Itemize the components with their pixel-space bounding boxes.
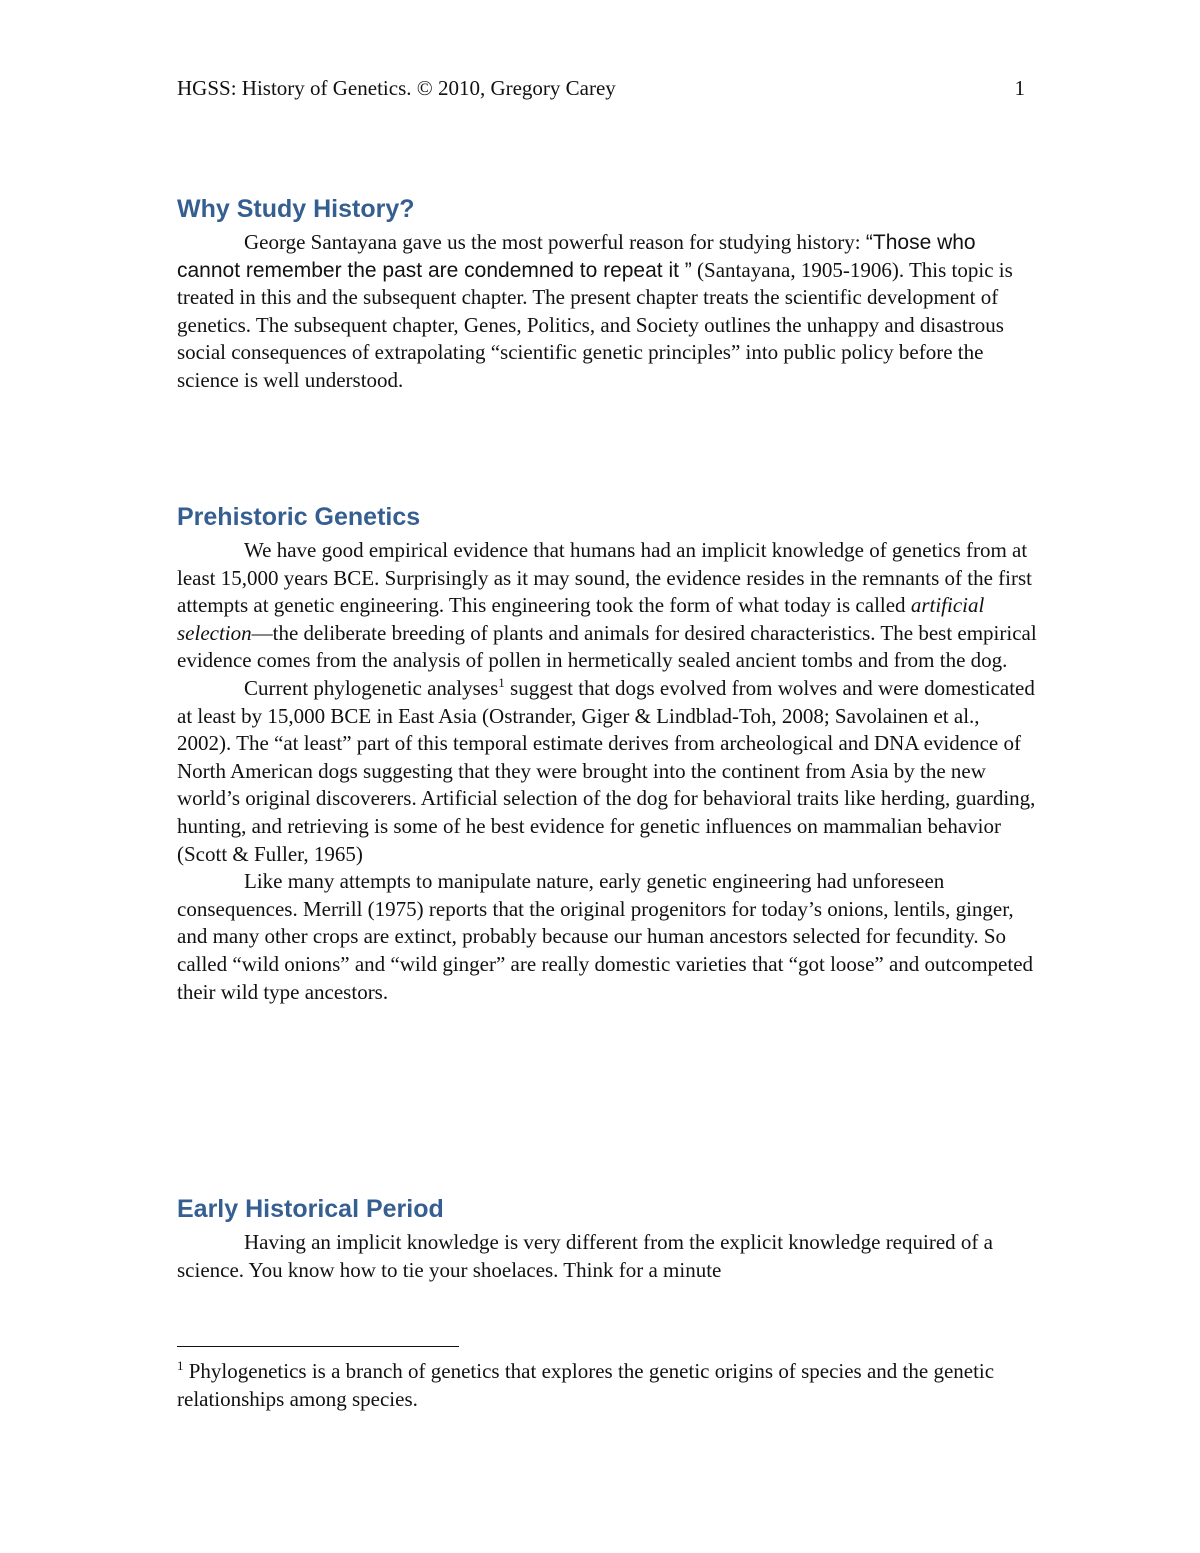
text-run: suggest that dogs evolved from wolves and were domesticated at least by 15,000 BCE in East Asia (Ostrander, Giger & Lindblad-Toh, 2008; Savolainen et al., 2002). The “at least” part of this temporal estimate derives from archeological and DNA evidence of North American dogs suggesting that they were brought into the continent from Asia by the new world’s original discoverers. Artificial selection of the dog for behavioral traits like herding, guarding, hunting, and retrieving is some of he best evidence for genetic influences on mammalian behavior (Scott & Fuller, 1965) bbox=[177, 675, 1036, 866]
section-early-historical-period bbox=[177, 1229, 1037, 1284]
footnote-reference[interactable]: 1 bbox=[498, 674, 505, 690]
paragraph bbox=[177, 675, 1037, 868]
paragraph bbox=[177, 537, 1037, 675]
paragraph bbox=[177, 229, 1037, 395]
section-why-study-history bbox=[177, 229, 1037, 395]
footnote-separator bbox=[177, 1346, 459, 1347]
emphasis-artificial-selection: artificial selection bbox=[177, 593, 985, 645]
header-title: HGSS: History of Genetics. © 2010, Gregory Carey bbox=[177, 76, 616, 100]
section-prehistoric-genetics bbox=[177, 537, 1037, 1006]
heading-why-study-history: Why Study History? bbox=[177, 195, 415, 223]
footnote-marker: 1 bbox=[177, 1358, 184, 1373]
paragraph: Like many attempts to manipulate nature, early genetic engineering had unforeseen consequences. Merrill (1975) reports that the original progenitors for today’s onions, lentils, ginger, and many other crops are extinct, probably because our human ancestors selected for fecundity. So called “wild onions” and “wild ginger” are really domestic varieties that “got loose” and outcompeted their wild type ancestors. bbox=[177, 869, 1034, 1004]
text-run: George Santayana gave us the most powerful reason for studying history: bbox=[244, 230, 866, 254]
footnote bbox=[177, 1357, 1037, 1413]
footnote-text: Phylogenetics is a branch of genetics that explores the genetic origins of species and the genetic relationships among species. bbox=[177, 1359, 995, 1411]
text-run: Current phylogenetic analyses bbox=[244, 675, 499, 700]
heading-early-historical-period: Early Historical Period bbox=[177, 1195, 444, 1223]
text-run: (Santayana, 1905-1906). This topic is treated in this and the subsequent chapter. The present chapter treats the scientific development of genetics. The subsequent chapter, Genes, Politics, and Society outlines the unhappy and disastrous social consequences of extrapolating “scientific genetic principles” into public policy before the science is well understood. bbox=[177, 257, 1013, 392]
page-number: 1 bbox=[1014, 76, 1025, 100]
paragraph: Having an implicit knowledge is very different from the explicit knowledge required of a science. You know how to tie your shoelaces. Think for a minute bbox=[177, 1230, 993, 1282]
santayana-quote: “Those who cannot remember the past are condemned to repeat it ” bbox=[177, 231, 976, 282]
running-header bbox=[177, 72, 1025, 104]
heading-prehistoric-genetics: Prehistoric Genetics bbox=[177, 503, 421, 531]
text-run: We have good empirical evidence that humans had an implicit knowledge of genetics from at least 15,000 years BCE. Surprisingly as it may sound, the evidence resides in the remnants of the first attempts at genetic engineering. This engineering took the form of what today is called bbox=[177, 538, 1032, 618]
text-run: —the deliberate breeding of plants and animals for desired characteristics. The best empirical evidence comes from the analysis of pollen in hermetically sealed ancient tombs and from the dog. bbox=[177, 620, 1037, 673]
